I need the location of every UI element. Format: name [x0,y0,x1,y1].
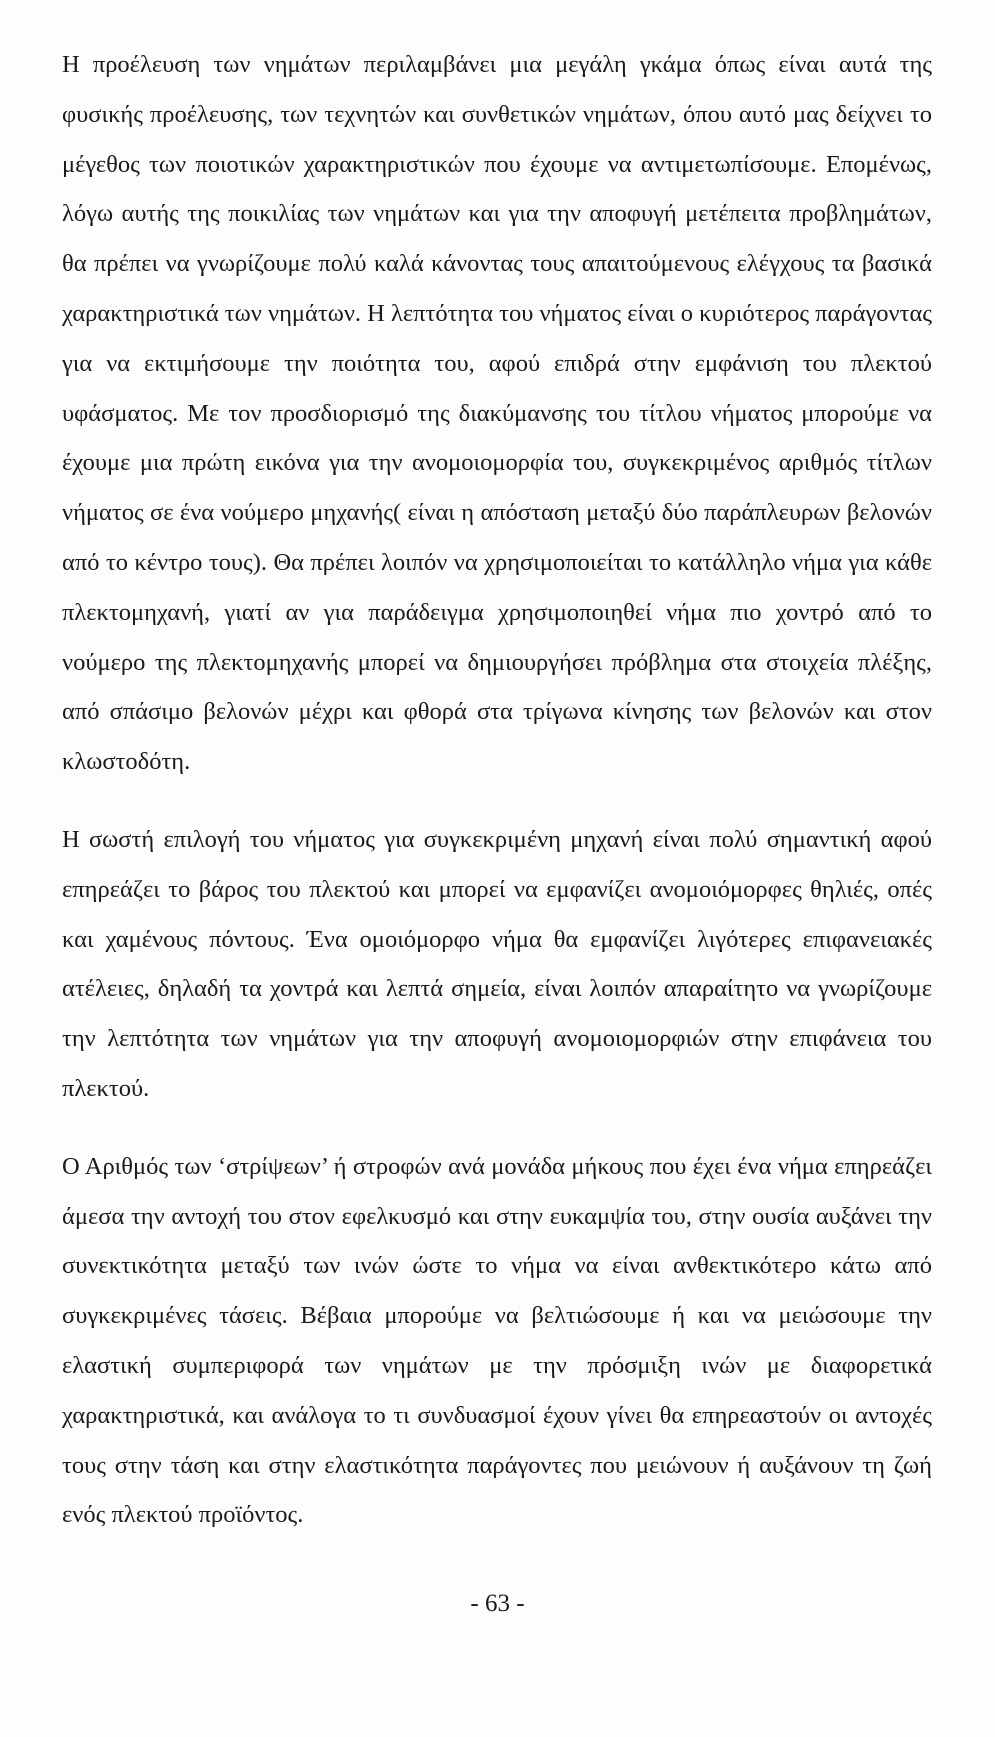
paragraph-yarn-origin: Η προέλευση των νημάτων περιλαμβάνει μια μεγάλη γκάμα όπως είναι αυτά της φυσικής προέλευσης, των τεχνητών και συνθετικών νημάτων, όπου αυτό μας δείχνει το μέγεθος των ποιοτικών χαρακτηριστικών που έχουμε να αντιμετωπίσουμε. Επομένως, λόγω αυτής της ποικιλίας των νημάτων και για την αποφυγή μετέπειτα προβλημάτων, θα πρέπει να γνωρίζουμε πολύ καλά κάνοντας τους απαιτούμενους ελέγχους τα βασικά χαρακτηριστικά των νημάτων. Η λεπτότητα του νήματος είναι ο κυριότερος παράγοντας για να εκτιμήσουμε την ποιότητα του, αφού επιδρά στην εμφάνιση του πλεκτού υφάσματος. Με τον προσδιορισμό της διακύμανσης του τίτλου νήματος μπορούμε να έχουμε μια πρώτη εικόνα για την ανομοιομορφία του, συγκεκριμένος αριθμός τίτλων νήματος σε ένα νούμερο μηχανής( είναι η απόσταση μεταξύ δύο παράπλευρων βελονών από το κέντρο τους). Θα πρέπει λοιπόν να χρησιμοποιείται το κατάλληλο νήμα για κάθε πλεκτομηχανή, γιατί αν για παράδειγμα χρησιμοποιηθεί νήμα πιο χοντρό από το νούμερο της πλεκτομηχανής μπορεί να δημιουργήσει πρόβλημα στα στοιχεία πλέξης, από σπάσιμο βελονών μέχρι και φθορά στα τρίγωνα κίνησης των βελονών και στον κλωστοδότη. [62,51,932,776]
page-number: - 63 - [470,1590,525,1617]
paragraph-yarn-twist: Ο Αριθμός των ‘στρίψεων’ ή στροφών ανά μονάδα μήκους που έχει ένα νήμα επηρεάζει άμεσα την αντοχή του στον εφελκυσμό και στην ευκαμψία του, στην ουσία αυξάνει την συνεκτικότητα μεταξύ των ινών ώστε το νήμα να είναι ανθεκτικότερο κάτω από συγκεκριμένες τάσεις. Βέβαια μπορούμε να βελτιώσουμε ή και να μειώσουμε την ελαστική συμπεριφορά των νημάτων με την πρόσμιξη ινών με διαφορετικά χαρακτηριστικά, και ανάλογα το τι συνδυασμοί έχουν γίνει θα επηρεαστούν οι αντοχές τους στην τάση και στην ελαστικότητα παράγοντες που μειώνουν ή αυξάνουν τη ζωή ενός πλεκτού προϊόντος. [62,1152,932,1529]
paragraph-yarn-selection: Η σωστή επιλογή του νήματος για συγκεκριμένη μηχανή είναι πολύ σημαντική αφού επηρεάζει το βάρος του πλεκτού και μπορεί να εμφανίζει ανομοιόμορφες θηλιές, οπές και χαμένους πόντους. Ένα ομοιόμορφο νήμα θα εμφανίζει λιγότερες επιφανειακές ατέλειες, δηλαδή τα χοντρά και λεπτά σημεία, είναι λοιπόν απαραίτητο να γνωρίζουμε την λεπτότητα των νημάτων για την αποφυγή ανομοιομορφιών στην επιφάνεια του πλεκτού. [62,825,932,1102]
body-text [62,40,932,1540]
